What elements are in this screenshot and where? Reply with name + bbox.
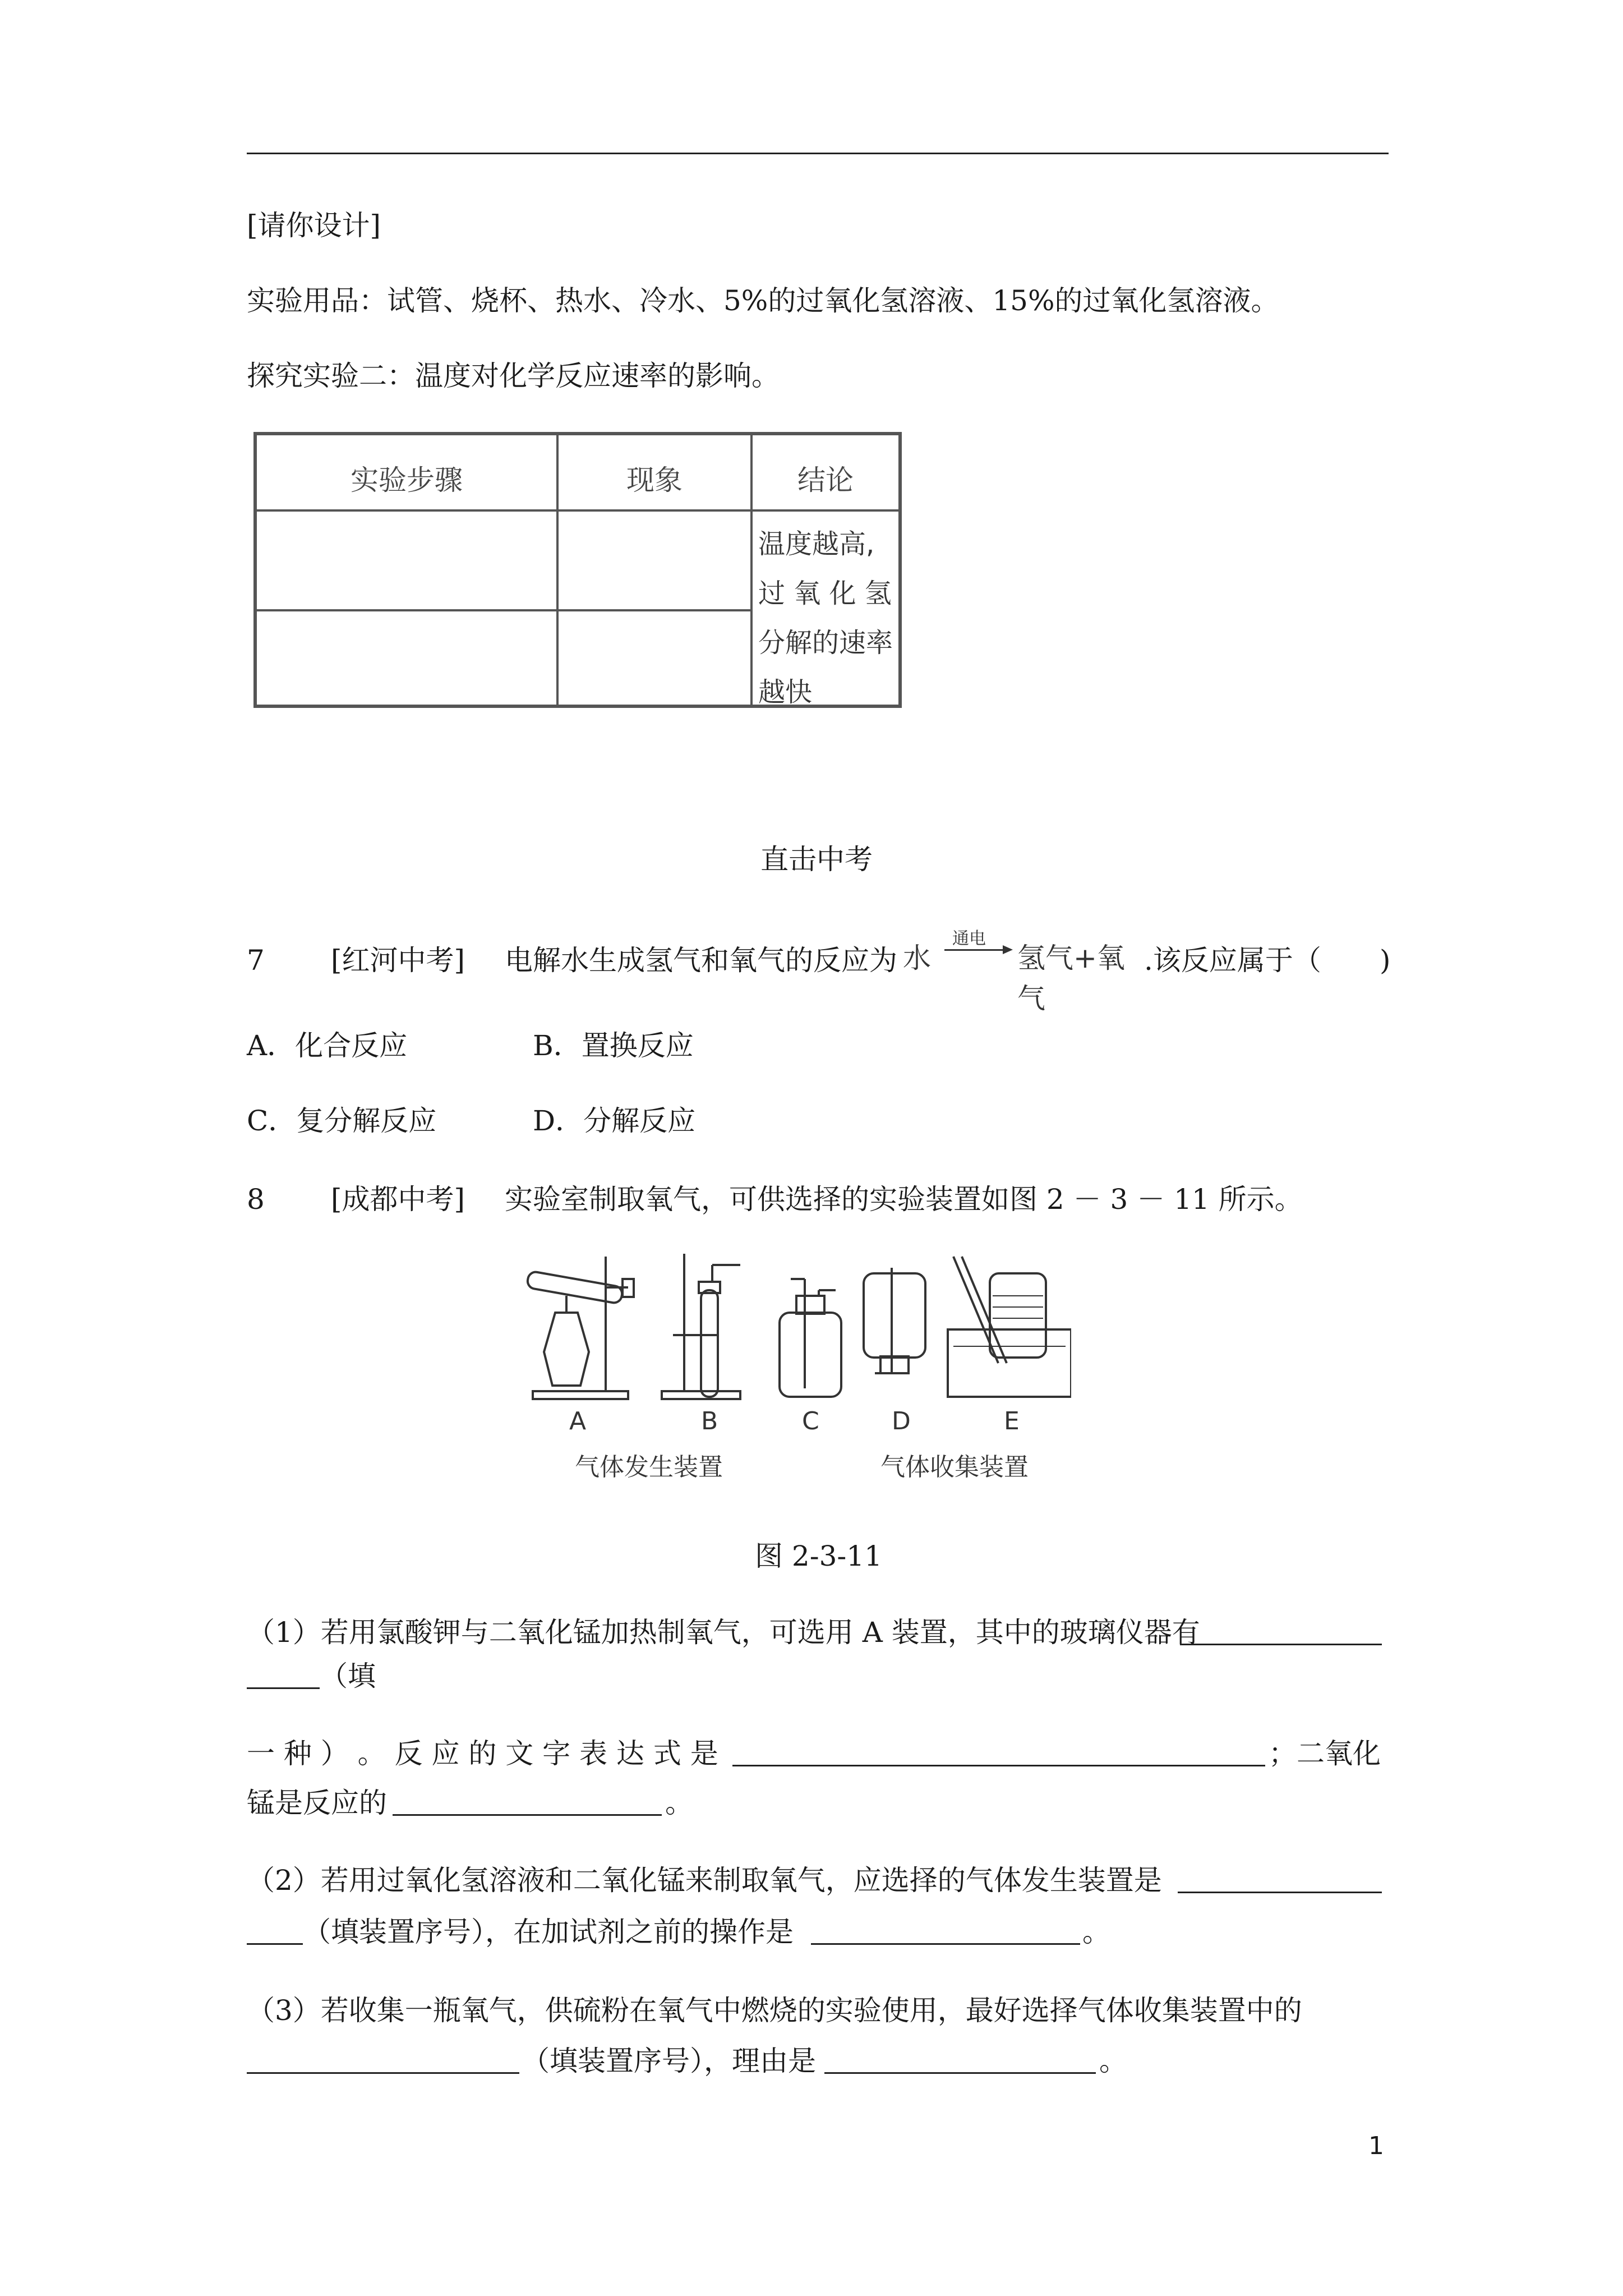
q8-p2-blank1[interactable] [1178,1864,1382,1893]
fig-col-label: 气体收集装置 [880,1453,1029,1481]
q7-option-b: B．置换反应 [533,1029,694,1062]
q7-option-c: C．复分解反应 [247,1105,437,1137]
q7-text-after: .该反应属于（ [1144,944,1321,977]
q8-p1-line3: 锰是反应的 [247,1787,387,1819]
q8-p1-blank1[interactable] [1180,1616,1382,1645]
q8-p1-fill: （填 [320,1660,376,1692]
fig-letter-e: E [1004,1407,1020,1435]
q8-p1-line1: （1）若用氯酸钾与二氧化锰加热制氧气，可选用 A 装置，其中的玻璃仪器有 [247,1616,1200,1649]
q8-p1-line2: 一 种 ） 。 反 应 的 文 字 表 达 式 是 [247,1737,718,1770]
apparatus-figure [522,1251,1071,1492]
q8-p1-blank3[interactable] [393,1786,662,1816]
q8-p2-line1: （2）若用过氧化氢溶液和二氧化锰来制取氧气，应选择的气体发生装置是 [247,1864,1162,1897]
q8-p3-blank1[interactable] [247,2044,519,2074]
table-header-conclusion: 结论 [797,464,854,496]
q8-p3-blank2[interactable] [824,2044,1096,2074]
page-number: 1 [1368,2132,1384,2160]
fig-letter-a: A [569,1407,587,1435]
fig-letter-d: D [892,1407,911,1435]
experiment2-line: 探究实验二：温度对化学反应速率的影响。 [247,360,780,392]
q7-number: 7 [247,944,265,977]
q7-source: [红河中考] [331,944,465,977]
header-rule [247,153,1389,154]
figure-caption: 图 2-3-11 [755,1540,882,1572]
table-header-phenomenon: 现象 [626,464,683,496]
table-header-steps: 实验步骤 [351,464,463,496]
q8-p2-line2: （填装置序号），在加试剂之前的操作是 [303,1916,794,1948]
section-title: 直击中考 [760,843,873,876]
q8-p3-line2: （填装置序号），理由是 [522,2045,816,2077]
q7-close-paren: ) [1380,944,1391,977]
q8-p3-line2-end: 。 [1099,2045,1127,2077]
q8-p1-line2-end: ；二氧化 [1269,1737,1381,1770]
q7-text: 电解水生成氢气和氧气的反应为 [505,944,897,977]
electrolysis-equation: 水 通电 氢气+氧气 [903,929,1125,1015]
q8-p2-blank2[interactable] [811,1915,1080,1945]
q8-p2-blank1b[interactable] [247,1915,303,1945]
q8-p2-line2-end: 。 [1082,1916,1110,1948]
fig-letter-c: C [802,1407,819,1435]
fig-letter-b: B [701,1407,718,1435]
fig-gen-label: 气体发生装置 [575,1453,723,1481]
design-heading: [请你设计] [247,209,381,242]
q8-text: 实验室制取氧气，可供选择的实验装置如图 2 － 3 － 11 所示。 [505,1183,1303,1216]
q8-p1-blank2[interactable] [732,1737,1265,1766]
table-conclusion: 温度越高, 过 氧 化 氢 分解的速率 越快 [758,528,893,708]
q8-p1-blank1b[interactable] [247,1659,320,1689]
q7-option-a: A．化合反应 [247,1029,408,1062]
materials-line: 实验用品：试管、烧杯、热水、冷水、5%的过氧化氢溶液、15%的过氧化氢溶液。 [247,284,1279,317]
q8-number: 8 [247,1183,265,1216]
q8-source: [成都中考] [331,1183,465,1216]
experiment-table [253,432,902,708]
q8-p3-line1: （3）若收集一瓶氧气，供硫粉在氧气中燃烧的实验使用，最好选择气体收集装置中的 [247,1994,1302,2027]
q8-p1-line3-end: 。 [665,1787,693,1819]
q7-option-d: D．分解反应 [533,1105,696,1137]
